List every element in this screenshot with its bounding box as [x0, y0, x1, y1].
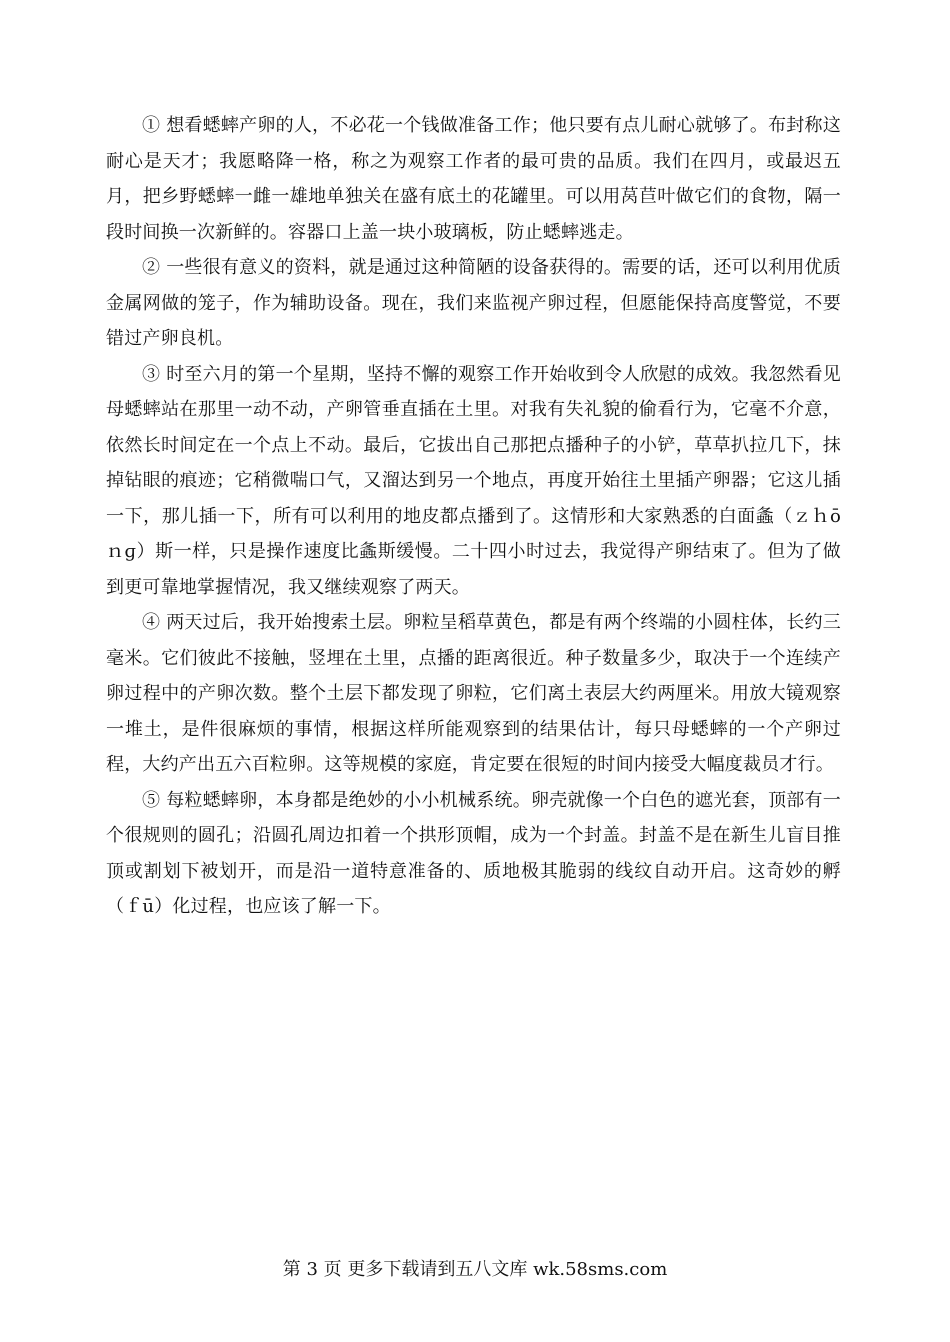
paragraph-2: ② 一些很有意义的资料，就是通过这种简陋的设备获得的。需要的话，还可以利用优质金属网做的笼子，作为辅助设备。现在，我们来监视产卵过程，但愿能保持高度警觉，不要错过产卵良机。 [106, 257, 841, 349]
paragraph-4: ④ 两天过后，我开始搜索土层。卵粒呈稻草黄色，都是有两个终端的小圆柱体，长约三毫米。它们彼此不接触，竖埋在土里，点播的距离很近。种子数量多少，取决于一个连续产卵过程中的产卵次数。整个土层下都发现了卵粒，它们离土表层大约两厘米。用放大镜观察一堆土，是件很麻烦的事情，根据这样所能观察到的结果估计，每只母蟋蟀的一个产卵过程，大约产出五六百粒卵。这等规模的家庭，肯定要在很短的时间内接受大幅度裁员才行。 [106, 612, 841, 775]
article-body [106, 108, 841, 925]
paragraph-3: ③ 时至六月的第一个星期，坚持不懈的观察工作开始收到令人欣慰的成效。我忽然看见母蟋蟀站在那里一动不动，产卵管垂直插在土里。对我有失礼貌的偷看行为，它毫不介意，依然长时间定在一个点上不动。最后，它拔出自己那把点播种子的小铲，草草扒拉几下，抹掉钻眼的痕迹；它稍微喘口气，又溜达到另一个地点，再度开始往土里插产卵器；它这儿插一下，那儿插一下，所有可以利用的地皮都点播到了。这情形和大家熟悉的白面螽（ｚｈōｎɡ）斯一样，只是操作速度比螽斯缓慢。二十四小时过去，我觉得产卵结束了。但为了做到更可靠地掌握情况，我又继续观察了两天。 [106, 363, 841, 598]
paragraph-5: ⑤ 每粒蟋蟀卵，本身都是绝妙的小小机械系统。卵壳就像一个白色的遮光套，顶部有一个很规则的圆孔；沿圆孔周边扣着一个拱形顶帽，成为一个封盖。封盖不是在新生儿盲目推顶或割划下被划开，而是沿一道特意准备的、质地极其脆弱的线纹自动开启。这奇妙的孵（ｆū）化过程，也应该了解一下。 [106, 789, 841, 917]
page-footer: 第 3 页 更多下载请到五八文库 wk.58sms.com [282, 1259, 668, 1280]
paragraph-1: ① 想看蟋蟀产卵的人，不必花一个钱做准备工作；他只要有点儿耐心就够了。布封称这耐心是天才；我愿略降一格，称之为观察工作者的最可贵的品质。我们在四月，或最迟五月，把乡野蟋蟀一雌一雄地单独关在盛有底土的花罐里。可以用莴苣叶做它们的食物，隔一段时间换一次新鲜的。容器口上盖一块小玻璃板，防止蟋蟀逃走。 [106, 115, 841, 243]
